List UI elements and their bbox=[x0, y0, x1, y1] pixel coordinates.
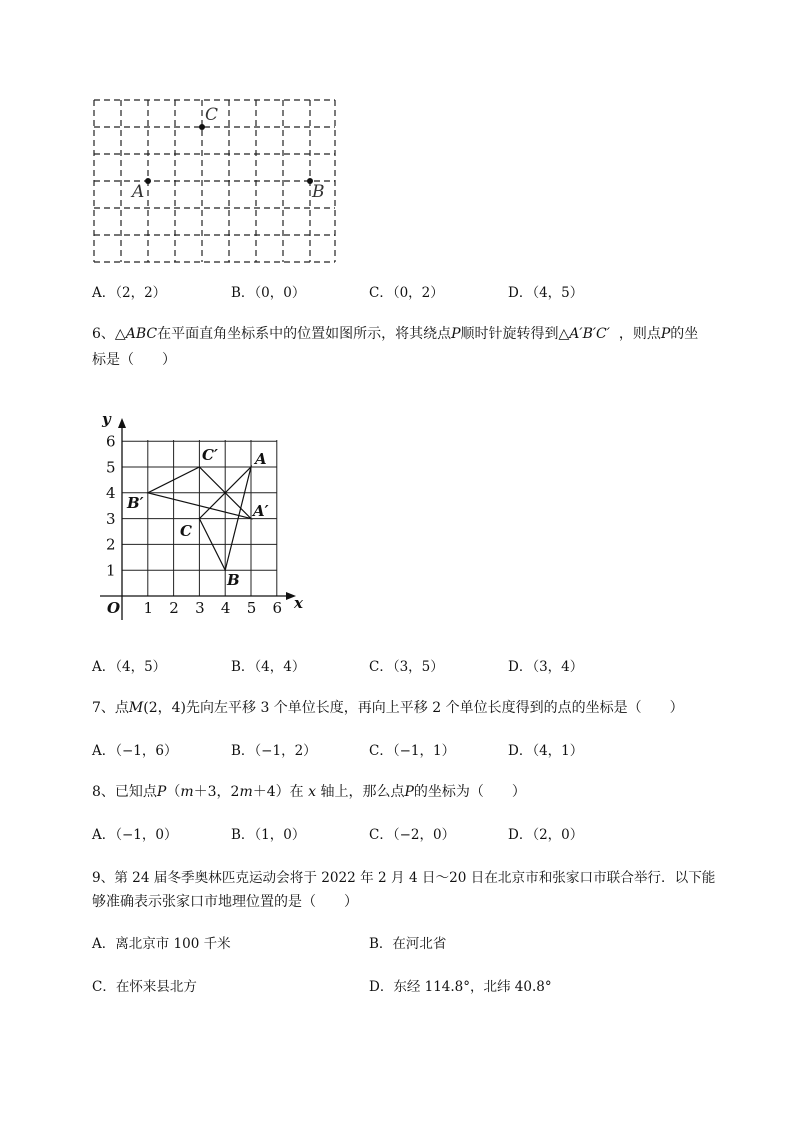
q5-option-c: C．（0，2） bbox=[369, 285, 444, 301]
q6-label-a: A bbox=[255, 450, 267, 468]
q9-option-b: B．在河北省 bbox=[369, 936, 447, 952]
q9-option-a: A．离北京市 100 千米 bbox=[92, 936, 231, 952]
q5-label-b: B bbox=[312, 182, 325, 202]
q7-option-c: C．（−1，1） bbox=[369, 743, 456, 759]
q6-option-b: B．（4，4） bbox=[231, 659, 306, 675]
q6-y-tick: 1 bbox=[106, 561, 116, 580]
q5-label-c: C bbox=[205, 105, 219, 125]
q5-grid-figure bbox=[90, 96, 340, 266]
q6-label-c: C bbox=[180, 522, 192, 540]
q5-option-d: D．（4，5） bbox=[508, 285, 584, 301]
q9-stem-line2: 够准确表示张家口市地理位置的是（ ） bbox=[92, 894, 358, 910]
q7-option-d: D．（4，1） bbox=[508, 743, 584, 759]
q7-stem: 7、点M(2，4)先向左平移 3 个单位长度，再向上平移 2 个单位长度得到的点的坐标是（ ） bbox=[92, 700, 684, 716]
q6-option-d: D．（3，4） bbox=[508, 659, 584, 675]
q6-label-a-prime: A′ bbox=[253, 502, 269, 520]
q6-y-tick: 5 bbox=[106, 458, 116, 477]
q6-label-b-prime: B′ bbox=[127, 494, 144, 512]
q6-y-axis-label: y bbox=[102, 410, 111, 428]
q5-option-a: A．（2，2） bbox=[92, 285, 167, 301]
q6-option-c: C．（3，5） bbox=[369, 659, 444, 675]
q6-stem-line2: 标是（ ） bbox=[92, 352, 176, 368]
q8-option-d: D．（2，0） bbox=[508, 827, 584, 843]
q6-x-tick: 5 bbox=[246, 599, 257, 617]
q6-stem-line1: 6、△ABC在平面直角坐标系中的位置如图所示，将其绕点P顺时针旋转得到△A′B′C′ ，则点P的坐 bbox=[92, 326, 699, 342]
q5-option-b: B．（0，0） bbox=[231, 285, 306, 301]
q6-y-tick: 4 bbox=[106, 484, 116, 503]
q6-y-tick: 3 bbox=[106, 509, 116, 528]
q6-x-tick: 4 bbox=[220, 599, 231, 617]
q8-option-a: A．（−1，0） bbox=[92, 827, 178, 843]
q6-coordinate-figure bbox=[96, 410, 310, 620]
q6-label-c-prime: C′ bbox=[202, 446, 218, 464]
q6-x-tick: 2 bbox=[169, 599, 179, 617]
q9-option-c: C．在怀来县北方 bbox=[92, 979, 197, 995]
q6-y-tick: 2 bbox=[106, 535, 116, 554]
q9-stem-line1: 9、第 24 届冬季奥林匹克运动会将于 2022 年 2 月 4 日～20 日在北京市和张家口市联合举行．以下能 bbox=[92, 870, 716, 886]
q6-x-tick: 6 bbox=[272, 599, 283, 617]
q6-x-tick: 1 bbox=[143, 599, 154, 617]
q9-option-d: D．东经 114.8°，北纬 40.8° bbox=[369, 979, 552, 995]
q6-y-tick: 6 bbox=[106, 432, 116, 451]
q7-option-a: A．（−1，6） bbox=[92, 743, 178, 759]
q6-x-axis-label: x bbox=[294, 594, 303, 612]
q8-option-c: C．（−2，0） bbox=[369, 827, 456, 843]
q7-option-b: B．（−1，2） bbox=[231, 743, 317, 759]
q6-option-a: A．（4，5） bbox=[92, 659, 167, 675]
q8-stem: 8、已知点P（m＋3，2m＋4）在 x 轴上，那么点P的坐标为（ ） bbox=[92, 784, 526, 800]
q8-option-b: B．（1，0） bbox=[231, 827, 306, 843]
q5-label-a: A bbox=[132, 182, 145, 202]
q6-label-b: B bbox=[227, 571, 240, 589]
q6-origin-label: O bbox=[107, 599, 121, 617]
q5-point-a bbox=[145, 178, 151, 184]
q6-x-tick: 3 bbox=[195, 599, 205, 617]
